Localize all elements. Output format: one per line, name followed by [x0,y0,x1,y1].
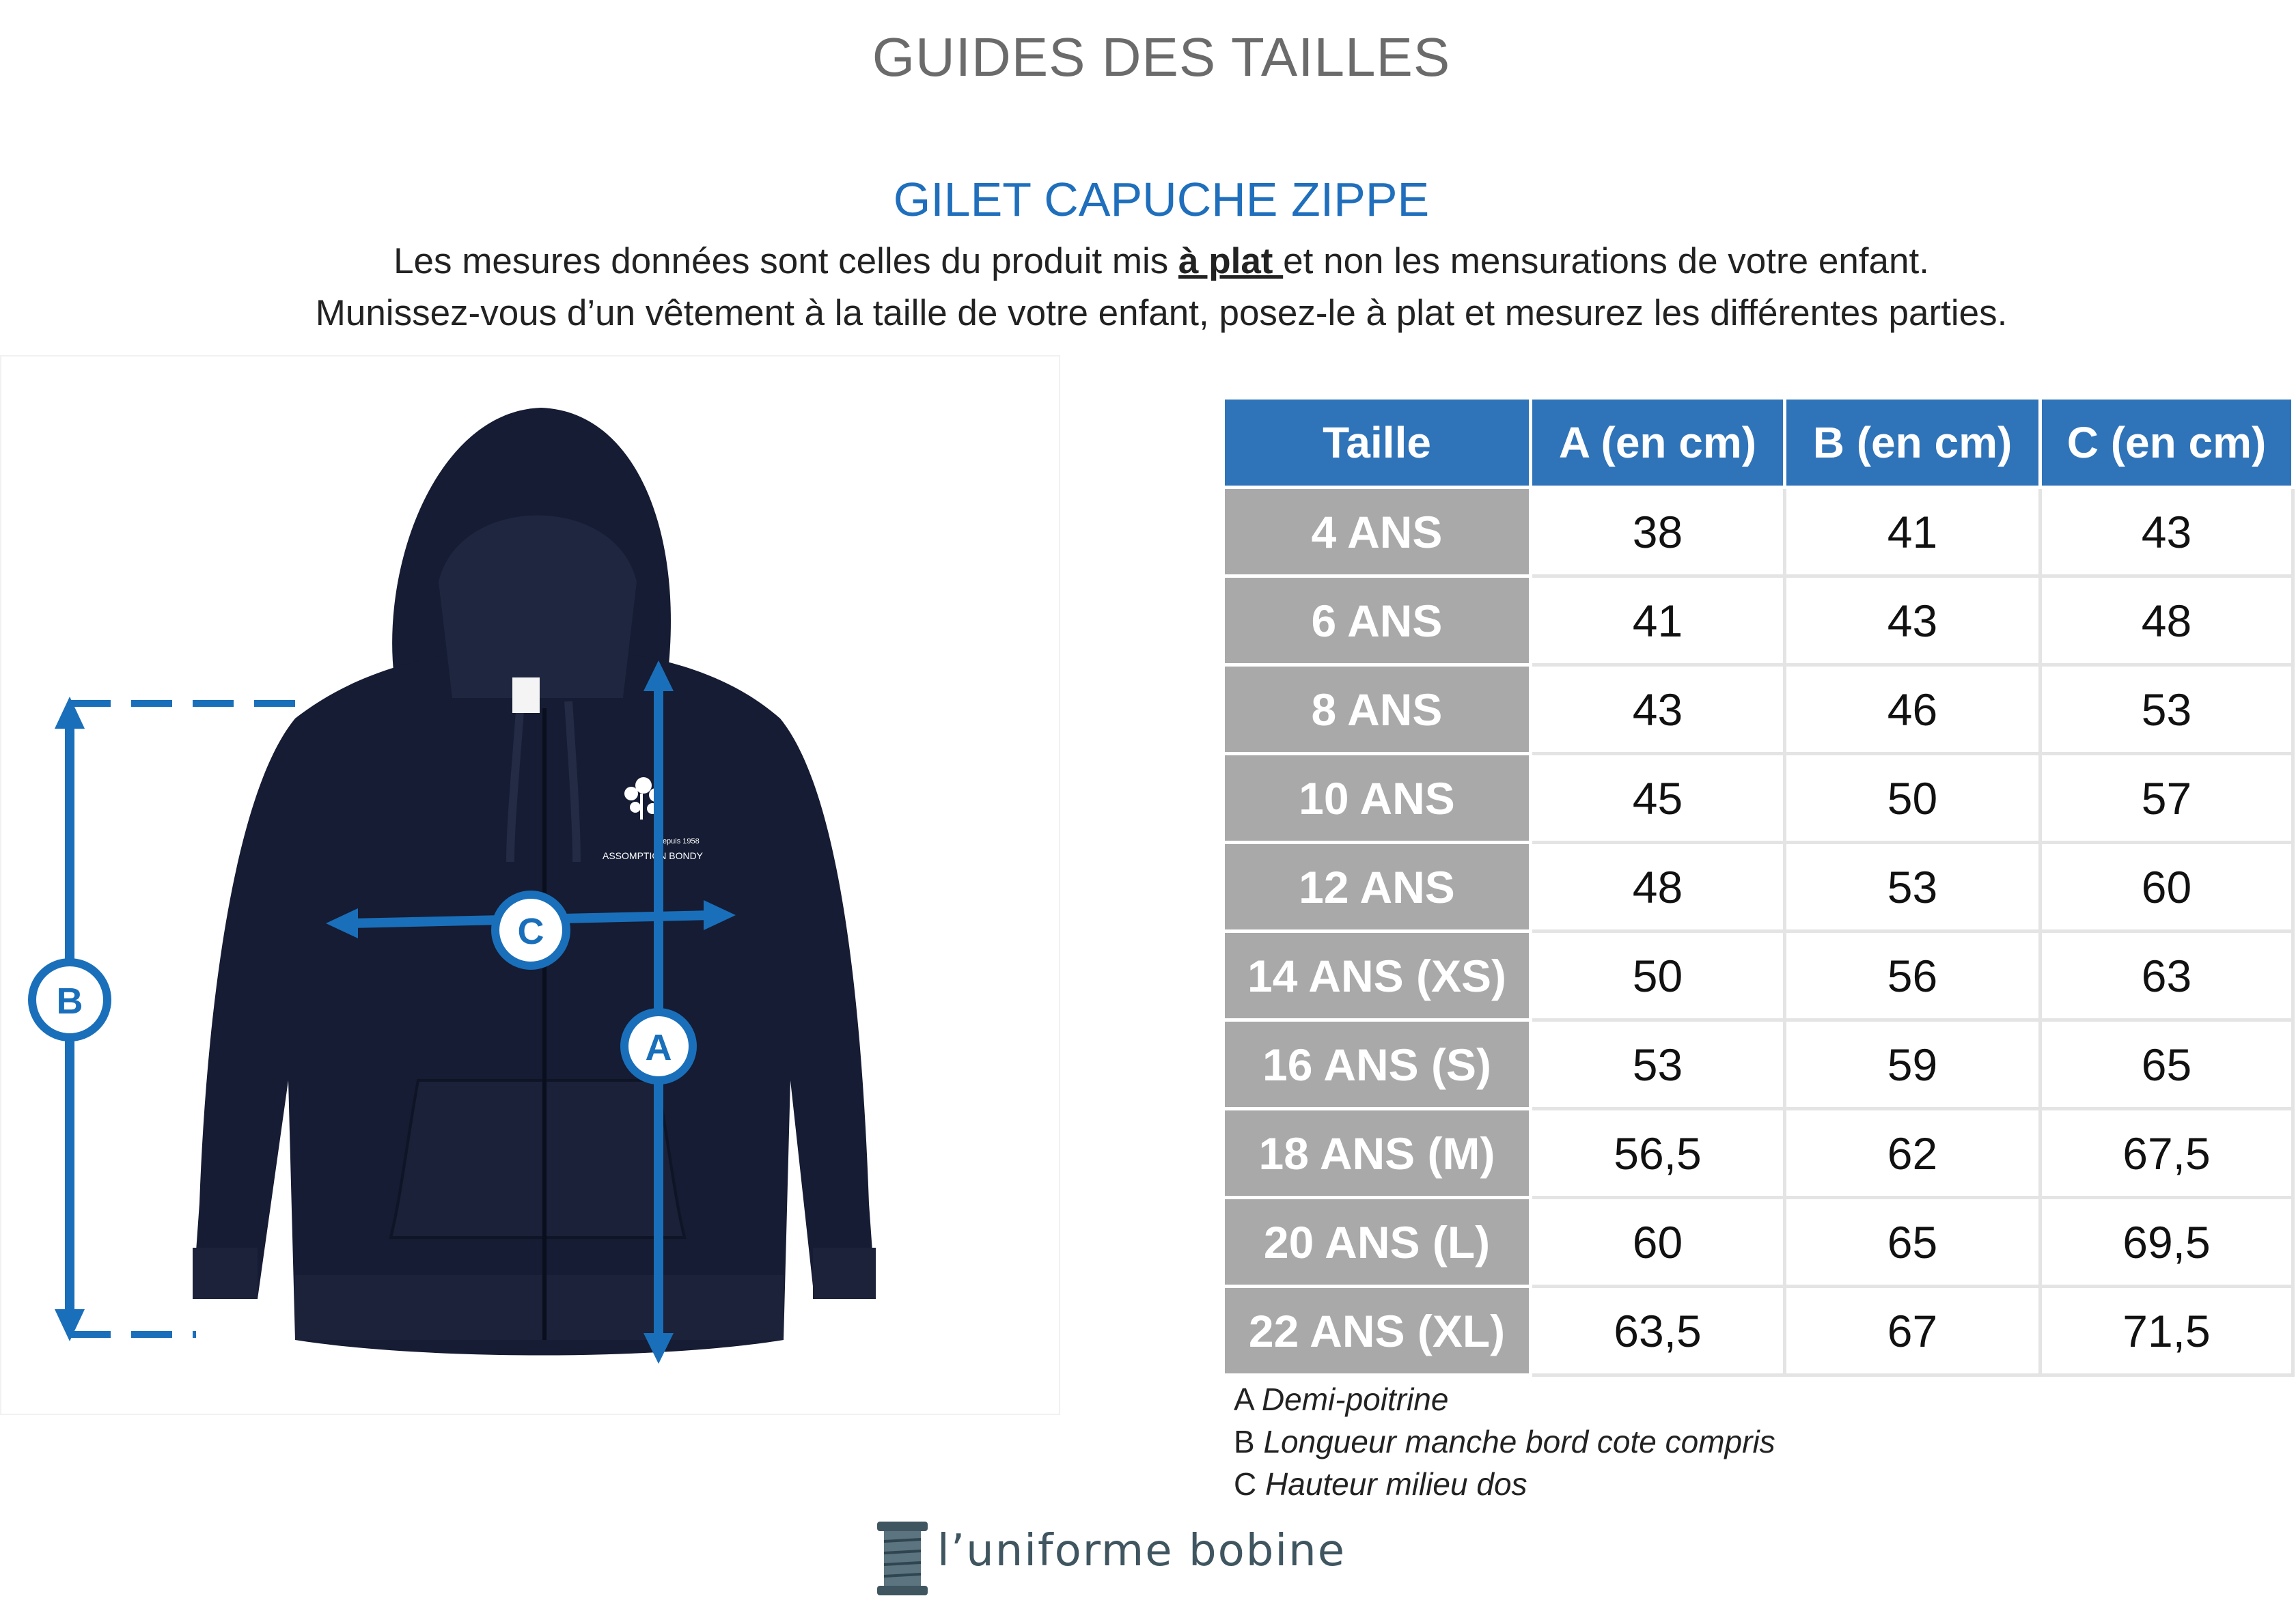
header-b: B (en cm) [1785,398,2041,488]
value-c: 53 [2041,665,2293,754]
table-row [1223,665,2293,754]
value-a: 56,5 [1531,1109,1785,1198]
value-a: 50 [1531,932,1785,1020]
table-row [1223,843,2293,932]
value-b: 56 [1785,932,2041,1020]
value-b: 67 [1785,1287,2041,1375]
value-c: 65 [2041,1020,2293,1109]
marker-a: A [645,1027,672,1068]
value-c: 63 [2041,932,2293,1020]
value-a: 38 [1531,488,1785,576]
value-b: 53 [1785,843,2041,932]
value-b: 43 [1785,576,2041,665]
value-c: 43 [2041,488,2293,576]
marker-c: C [517,911,544,952]
value-b: 41 [1785,488,2041,576]
size-cell: 12 ANS [1223,843,1531,932]
table-row [1223,576,2293,665]
table-row [1223,1287,2293,1375]
value-a: 43 [1531,665,1785,754]
size-cell: 18 ANS (M) [1223,1109,1531,1198]
product-title: GILET CAPUCHE ZIPPE [893,173,1430,226]
size-cell: 22 ANS (XL) [1223,1287,1531,1375]
logo-text-1: Depuis 1958 [657,837,700,845]
legend-item-c: C Hauteur milieu dos [1234,1466,1527,1502]
value-a: 41 [1531,576,1785,665]
value-a: 63,5 [1531,1287,1785,1375]
size-cell: 10 ANS [1223,754,1531,843]
value-b: 50 [1785,754,2041,843]
value-c: 67,5 [2041,1109,2293,1198]
size-table [1221,396,2295,1377]
header-size: Taille [1223,398,1531,488]
brand-logo [872,1517,1346,1599]
table-header-row [1223,398,2293,488]
size-cell: 16 ANS (S) [1223,1020,1531,1109]
size-cell: 6 ANS [1223,576,1531,665]
value-a: 45 [1531,754,1785,843]
hoodie-illustration [0,355,1060,1415]
legend-item-b: B Longueur manche bord cote compris [1234,1424,1775,1459]
table-row [1223,1109,2293,1198]
value-b: 62 [1785,1109,2041,1198]
value-c: 48 [2041,576,2293,665]
table-row [1223,1198,2293,1287]
table-row [1223,488,2293,576]
value-c: 57 [2041,754,2293,843]
value-b: 46 [1785,665,2041,754]
value-a: 60 [1531,1198,1785,1287]
header-a: A (en cm) [1531,398,1785,488]
value-c: 71,5 [2041,1287,2293,1375]
spool-icon [872,1517,933,1599]
value-c: 69,5 [2041,1198,2293,1287]
table-row [1223,1020,2293,1109]
marker-b: B [56,981,83,1022]
legend-item-a: A Demi-poitrine [1234,1382,1449,1417]
size-cell: 14 ANS (XS) [1223,932,1531,1020]
value-b: 59 [1785,1020,2041,1109]
value-a: 48 [1531,843,1785,932]
header-c: C (en cm) [2041,398,2293,488]
value-b: 65 [1785,1198,2041,1287]
size-cell: 8 ANS [1223,665,1531,754]
brand-name: l’uniforme bobine [937,1526,1346,1576]
value-a: 53 [1531,1020,1785,1109]
size-cell: 4 ANS [1223,488,1531,576]
table-row [1223,932,2293,1020]
page-title: GUIDES DES TAILLES [872,27,1451,87]
table-row [1223,754,2293,843]
intro-line-1: Les mesures données sont celles du produit mis à plat et non les mensurations de votre enfant. [393,241,1929,281]
intro-emphasis: à plat [1178,241,1284,281]
intro-line-2: Munissez-vous d’un vêtement à la taille de votre enfant, posez-le à plat et mesurez les différentes parties. [315,293,2008,333]
value-c: 60 [2041,843,2293,932]
logo-text-2: ASSOMPTION BONDY [603,850,704,861]
size-cell: 20 ANS (L) [1223,1198,1531,1287]
